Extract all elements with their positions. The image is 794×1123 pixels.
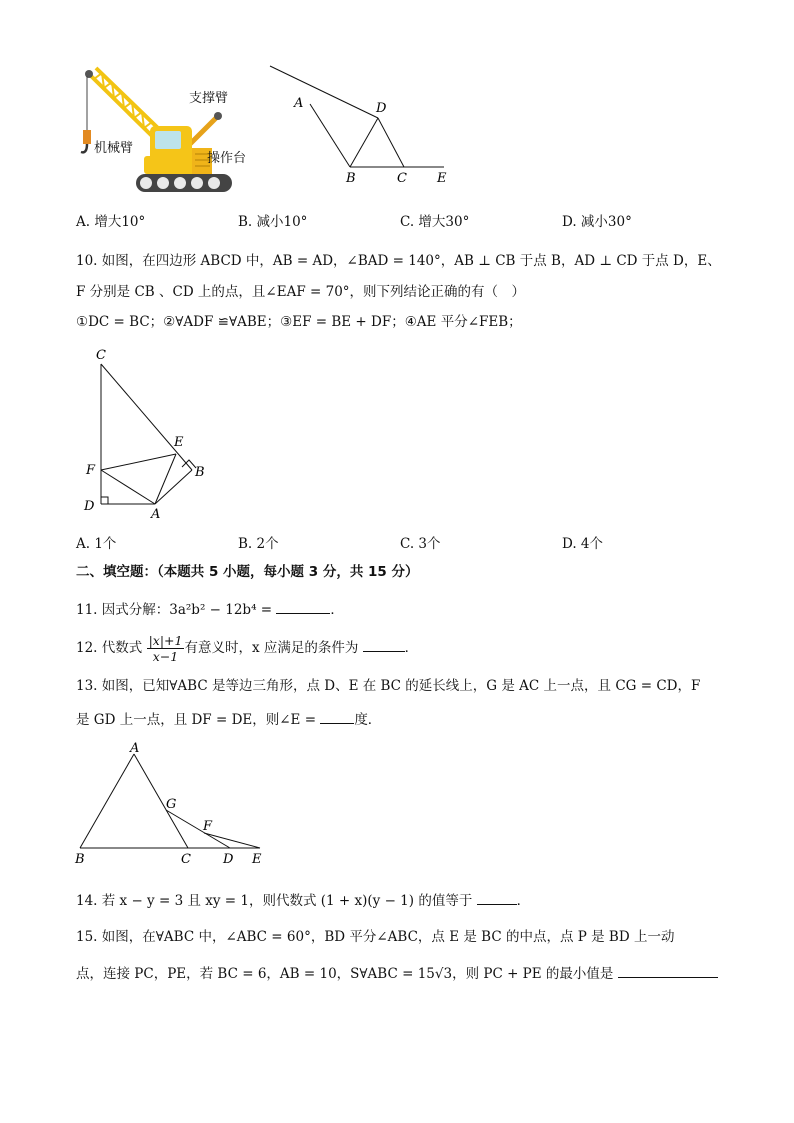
q9-label-E: E [437,171,447,186]
q13-label-C: C [181,852,191,867]
q10-stem-line2: F 分别是 CB 、CD 上的点，且∠EAF = 70°，则下列结论正确的有（ ） [76,284,526,300]
q10-label-A: A [151,507,161,522]
q13-label-B: B [75,852,85,867]
q10-label-D: D [84,499,95,514]
q11-suffix: ． [330,602,344,618]
q12-denominator: x−1 [152,649,179,664]
q10-option-d: D. 4个 [562,536,604,552]
q13-label-A: A [130,741,140,756]
q10-option-a: A. 1个 [76,536,117,552]
q10-stem-line3: ①DC = BC；②∀ADF ≌∀ABE；③EF = BE + DF；④AE 平分∠FEB； [76,314,522,330]
q13-label-F: F [203,819,213,834]
q9-option-d: D. 减小30° [562,214,632,230]
crane-label-support: 支撑臂 [189,91,229,106]
q12-answer-blank [363,637,405,652]
q10-label-B: B [195,465,205,480]
q12-prefix: 12. 代数式 [76,640,143,656]
q9-label-A: A [294,96,304,111]
q9-option-b: B. 减小10° [238,214,308,230]
q10-option-c: C. 3个 [400,536,441,552]
crane-label-arm: 机械臂 [94,141,134,156]
q10-label-F: F [86,463,96,478]
q14-suffix: ． [516,893,531,909]
q13-label-E: E [252,852,262,867]
q13-stem-line2 [76,709,381,729]
q11-prefix: 11. 因式分解：3a²b² − 12b⁴ = [76,602,273,618]
q15-answer-blank [618,963,718,978]
crane-illustration [72,64,272,194]
q9-figure [262,60,462,190]
q10-label-E: E [174,435,184,450]
q12-suffix: ． [404,640,419,656]
q13-line2-prefix: 是 GD 上一点，且 DF = DE，则∠E = [76,712,317,728]
q14-prefix: 14. 若 x − y = 3 且 xy = 1，则代数式 (1 + x)(y − 1) 的值等于 [76,893,473,909]
q13-stem-line1: 13. 如图，已知∀ABC 是等边三角形，点 D、E 在 BC 的延长线上，G 是 AC 上一点，且 CG = CD，F [76,678,701,694]
q11-answer-blank [276,599,330,614]
section2-heading: 二、填空题：（本题共 5 小题，每小题 3 分，共 15 分） [76,564,419,580]
q11 [76,599,344,619]
q12 [76,630,418,666]
q12-middle: 有意义时，x 应满足的条件为 [184,640,359,656]
q10-option-b: B. 2个 [238,536,279,552]
q12-fraction [147,633,185,664]
q10-figure [80,342,220,522]
q13-figure [70,738,270,868]
q9-label-B: B [346,171,356,186]
q14 [76,890,530,910]
q9-option-c: C. 增大30° [400,214,470,230]
q13-label-G: G [166,797,177,812]
q9-label-C: C [397,171,407,186]
q13-answer-blank [320,709,354,724]
q15-stem-line1: 15. 如图，在∀ABC 中，∠ABC = 60°，BD 平分∠ABC，点 E 是 BC 的中点，点 P 是 BD 上一动 [76,929,675,945]
q10-stem-line1: 10. 如图，在四边形 ABCD 中，AB = AD，∠BAD = 140°，AB ⊥ CB 于点 B，AD ⊥ CD 于点 D，E、 [76,253,721,269]
q13-line2-suffix: 度． [354,712,382,728]
crane-label-platform: 操作台 [207,151,247,166]
q15-stem-line2 [76,963,718,983]
q10-label-C: C [96,348,106,363]
q13-label-D: D [223,852,234,867]
q12-numerator: |x|+1 [148,633,183,648]
q15-line2-prefix: 点，连接 PC，PE，若 BC = 6，AB = 10，S∀ABC = 15√3，则 PC + PE 的最小值是 [76,966,614,982]
q9-label-D: D [376,101,387,116]
q14-answer-blank [477,890,517,905]
q9-option-a: A. 增大10° [76,214,146,230]
